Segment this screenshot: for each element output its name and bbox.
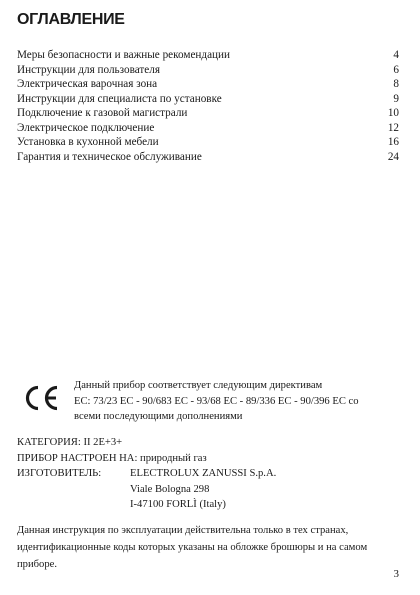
ce-line: ЕС: 73/23 EC - 90/683 EC - 93/68 EC - 89/336 EC - 90/396 EC со	[74, 395, 359, 407]
toc-entry	[17, 92, 399, 107]
toc-entry	[17, 121, 399, 136]
toc-entry-page: 9	[393, 92, 399, 105]
toc-entry	[17, 77, 399, 92]
toc-entry-page: 8	[393, 78, 399, 90]
validity-note: Данная инструкция по эксплуатации действительна только в тех странах, идентификационные коды которых указаны на обложке брошюры и на самом приборе.	[17, 525, 368, 570]
page-number: 3	[393, 568, 399, 580]
toc-entry-page: 10	[387, 107, 399, 119]
toc-entry	[17, 150, 399, 165]
toc-entry-label: Меры безопасности и важные рекомендации	[17, 49, 231, 61]
ce-declaration-text	[74, 378, 404, 425]
toc-entry	[17, 106, 399, 121]
manufacturer-address	[130, 466, 276, 513]
toc-entry-page: 4	[393, 49, 399, 61]
toc-entry	[17, 48, 399, 63]
toc-entry-page: 24	[387, 150, 399, 163]
ce-line: Данный прибор соответствует следующим директивам	[74, 380, 323, 391]
ce-mark-icon	[25, 384, 61, 412]
toc-entry-label: Подключение к газовой магистрали	[17, 107, 188, 119]
manufacturer-label: ИЗГОТОВИТЕЛЬ:	[17, 468, 102, 479]
toc-entry-label: Электрическое подключение	[17, 121, 155, 134]
appliance-info	[17, 435, 207, 466]
toc-entry-label: Установка в кухонной мебели	[17, 136, 159, 148]
toc-entry-page: 6	[393, 63, 399, 76]
page-title: ОГЛАВЛЕНИЕ	[17, 11, 125, 28]
gas-setting-line: ПРИБОР НАСТРОЕН НА: природный газ	[17, 452, 207, 464]
category-line: КАТЕГОРИЯ: II 2E+3+	[17, 437, 123, 448]
toc-entry-page: 12	[387, 121, 399, 134]
toc-entry-label: Электрическая варочная зона	[17, 78, 158, 90]
toc-entry-label: Инструкции для специалиста по установке	[17, 92, 222, 105]
toc-entry	[17, 135, 399, 150]
manufacturer-line: ELECTROLUX ZANUSSI S.p.A.	[130, 468, 277, 479]
manufacturer-line: Viale Bologna 298	[130, 483, 210, 495]
manufacturer-line: I-47100 FORLÌ (Italy)	[130, 499, 226, 510]
toc-entry-label: Гарантия и техническое обслуживание	[17, 150, 202, 163]
ce-line: всеми последующими дополнениями	[74, 411, 243, 422]
table-of-contents	[17, 48, 399, 164]
toc-entry-label: Инструкции для пользователя	[17, 63, 160, 76]
toc-entry-page: 16	[387, 136, 399, 148]
toc-entry	[17, 63, 399, 78]
